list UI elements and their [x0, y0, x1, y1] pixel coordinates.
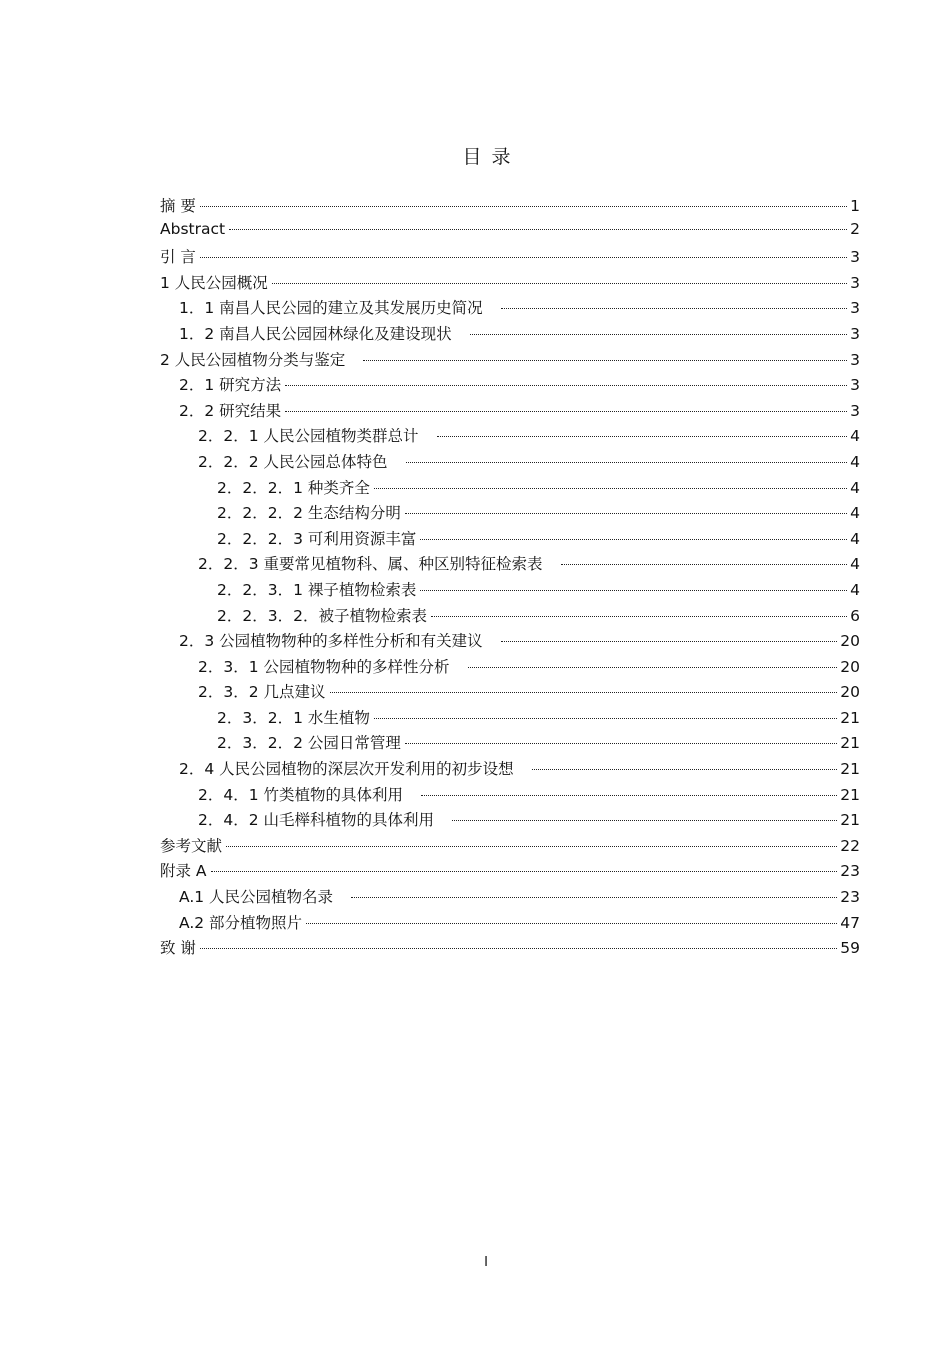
toc-entry-abstract-en[interactable]	[160, 220, 860, 246]
toc-entry-abstract-cn[interactable]	[160, 194, 860, 220]
toc-entry-2-3[interactable]	[160, 629, 860, 655]
toc-entry-page: 21	[840, 708, 860, 727]
toc-entry-label: 附录 A	[160, 862, 207, 881]
dot-leader	[330, 692, 838, 693]
toc-entry-label: 2．3．1 公园植物物种的多样性分析	[198, 657, 450, 676]
dot-leader	[421, 795, 837, 796]
page-number-footer: I	[484, 1255, 488, 1270]
toc-entry-label: 2．1 研究方法	[179, 376, 282, 395]
toc-entry-page: 3	[850, 324, 860, 343]
toc-entry-2-2-3-2[interactable]	[160, 604, 860, 630]
toc-entry-2-3-2-2[interactable]	[160, 731, 860, 757]
dot-leader	[374, 488, 847, 489]
dot-leader	[561, 564, 847, 565]
dot-leader	[374, 718, 837, 719]
toc-entry-label: 2．2．1 人民公园植物类群总计	[198, 427, 419, 446]
toc-entry-page: 23	[840, 888, 860, 907]
toc-entry-references[interactable]	[160, 834, 860, 860]
toc-entry-label: 2．2．2．3 可利用资源丰富	[217, 529, 417, 548]
dot-leader	[285, 385, 847, 386]
toc-entry-2-4-1[interactable]	[160, 783, 860, 809]
dot-leader	[226, 846, 837, 847]
toc-entry-page: 6	[850, 606, 860, 625]
toc-entry-page: 59	[840, 939, 860, 958]
toc-entry-2-2-3[interactable]	[160, 552, 860, 578]
dot-leader	[501, 641, 838, 642]
toc-entry-introduction[interactable]	[160, 245, 860, 271]
dot-leader	[200, 206, 847, 207]
dot-leader	[405, 513, 847, 514]
toc-entry-page: 3	[850, 299, 860, 318]
toc-entry-2-2-1[interactable]	[160, 424, 860, 450]
toc-entry-label: 2．3．2 几点建议	[198, 683, 326, 702]
toc-entry-label: 2．4．2 山毛榉科植物的具体利用	[198, 811, 435, 830]
toc-entry-page: 3	[850, 273, 860, 292]
toc-entry-a-2[interactable]	[160, 911, 860, 937]
toc-entry-page: 21	[840, 760, 860, 779]
toc-entry-1-1[interactable]	[160, 296, 860, 322]
toc-entry-label: 致 谢	[160, 939, 196, 958]
dot-leader	[200, 948, 837, 949]
dot-leader	[285, 411, 847, 412]
toc-entry-page: 2	[850, 219, 860, 238]
toc-title: 目 录	[462, 146, 513, 168]
toc-entry-label: 2 人民公园植物分类与鉴定	[160, 350, 346, 369]
dot-leader	[431, 616, 847, 617]
dot-leader	[351, 897, 837, 898]
toc-entry-2-2[interactable]	[160, 399, 860, 425]
table-of-contents	[160, 194, 860, 962]
toc-entry-page: 4	[850, 580, 860, 599]
dot-leader	[501, 308, 847, 309]
toc-entry-page: 1	[850, 197, 860, 215]
toc-entry-label: 2．4．1 竹类植物的具体利用	[198, 785, 404, 804]
dot-leader	[211, 871, 838, 872]
toc-entry-page: 4	[850, 555, 860, 574]
toc-entry-page: 3	[850, 248, 860, 267]
toc-entry-label: A.2 部分植物照片	[179, 913, 303, 932]
toc-entry-a-1[interactable]	[160, 885, 860, 911]
toc-entry-page: 21	[840, 734, 860, 753]
toc-entry-appendix-a[interactable]	[160, 859, 860, 885]
toc-entry-page: 3	[850, 350, 860, 369]
toc-entry-label: 1．2 南昌人民公园园林绿化及建设现状	[179, 324, 452, 343]
toc-entry-page: 21	[840, 811, 860, 830]
toc-entry-page: 20	[840, 657, 860, 676]
dot-leader	[405, 743, 837, 744]
toc-entry-label: Abstract	[160, 219, 226, 238]
dot-leader	[532, 769, 838, 770]
toc-entry-page: 4	[850, 529, 860, 548]
toc-entry-page: 4	[850, 427, 860, 446]
dot-leader	[229, 229, 847, 230]
toc-entry-label: 2．2．3．1 裸子植物检索表	[217, 580, 417, 599]
toc-entry-page: 4	[850, 478, 860, 497]
dot-leader	[420, 539, 847, 540]
toc-entry-2-3-1[interactable]	[160, 655, 860, 681]
toc-entry-2-3-2[interactable]	[160, 680, 860, 706]
toc-entry-label: 2．3 公园植物物种的多样性分析和有关建议	[179, 632, 483, 651]
dot-leader	[200, 257, 847, 258]
toc-entry-2-1[interactable]	[160, 373, 860, 399]
toc-entry-label: 1．1 南昌人民公园的建立及其发展历史简况	[179, 299, 483, 318]
toc-entry-2-2-2-2[interactable]	[160, 501, 860, 527]
toc-entry-label: 2．3．2．2 公园日常管理	[217, 734, 401, 753]
toc-entry-label: 参考文献	[160, 836, 223, 855]
dot-leader	[363, 360, 847, 361]
toc-entry-page: 22	[840, 836, 860, 855]
toc-entry-label: 2．2．2 人民公园总体特色	[198, 452, 388, 471]
dot-leader	[437, 436, 847, 437]
dot-leader	[470, 334, 847, 335]
toc-entry-1-2[interactable]	[160, 322, 860, 348]
toc-entry-page: 47	[840, 913, 860, 932]
toc-entry-page: 4	[850, 504, 860, 523]
toc-entry-2-4[interactable]	[160, 757, 860, 783]
toc-entry-2-3-2-1[interactable]	[160, 706, 860, 732]
toc-entry-page: 20	[840, 632, 860, 651]
toc-entry-label: 2．3．2．1 水生植物	[217, 708, 370, 727]
toc-entry-label: 2．2．2．2 生态结构分明	[217, 504, 401, 523]
dot-leader	[452, 820, 837, 821]
toc-entry-label: 2．2 研究结果	[179, 401, 282, 420]
dot-leader	[420, 590, 847, 591]
toc-entry-2-2-2[interactable]	[160, 450, 860, 476]
toc-entry-label: 引 言	[160, 248, 196, 267]
toc-entry-label: 2．2．3 重要常见植物科、属、种区别特征检索表	[198, 555, 543, 574]
toc-entry-2-2-3-1[interactable]	[160, 578, 860, 604]
toc-entry-label: A.1 人民公园植物名录	[179, 888, 334, 907]
toc-entry-page: 23	[840, 862, 860, 881]
toc-entry-chapter-2[interactable]	[160, 348, 860, 374]
toc-entry-2-4-2[interactable]	[160, 808, 860, 834]
dot-leader	[272, 283, 847, 284]
dot-leader	[306, 923, 837, 924]
toc-entry-label: 2．2．2．1 种类齐全	[217, 478, 370, 497]
toc-entry-page: 3	[850, 401, 860, 420]
toc-entry-page: 21	[840, 785, 860, 804]
toc-entry-acknowledgements[interactable]	[160, 936, 860, 962]
toc-entry-label: 2．2．3．2．被子植物检索表	[217, 606, 427, 625]
toc-entry-label: 1 人民公园概况	[160, 273, 268, 292]
toc-entry-page: 3	[850, 376, 860, 395]
toc-entry-label: 摘 要	[160, 197, 196, 215]
toc-entry-2-2-2-1[interactable]	[160, 476, 860, 502]
toc-entry-chapter-1[interactable]	[160, 271, 860, 297]
dot-leader	[468, 667, 838, 668]
dot-leader	[406, 462, 847, 463]
toc-entry-page: 20	[840, 683, 860, 702]
toc-entry-2-2-2-3[interactable]	[160, 527, 860, 553]
toc-entry-label: 2．4 人民公园植物的深层次开发利用的初步设想	[179, 760, 514, 779]
toc-entry-page: 4	[850, 452, 860, 471]
